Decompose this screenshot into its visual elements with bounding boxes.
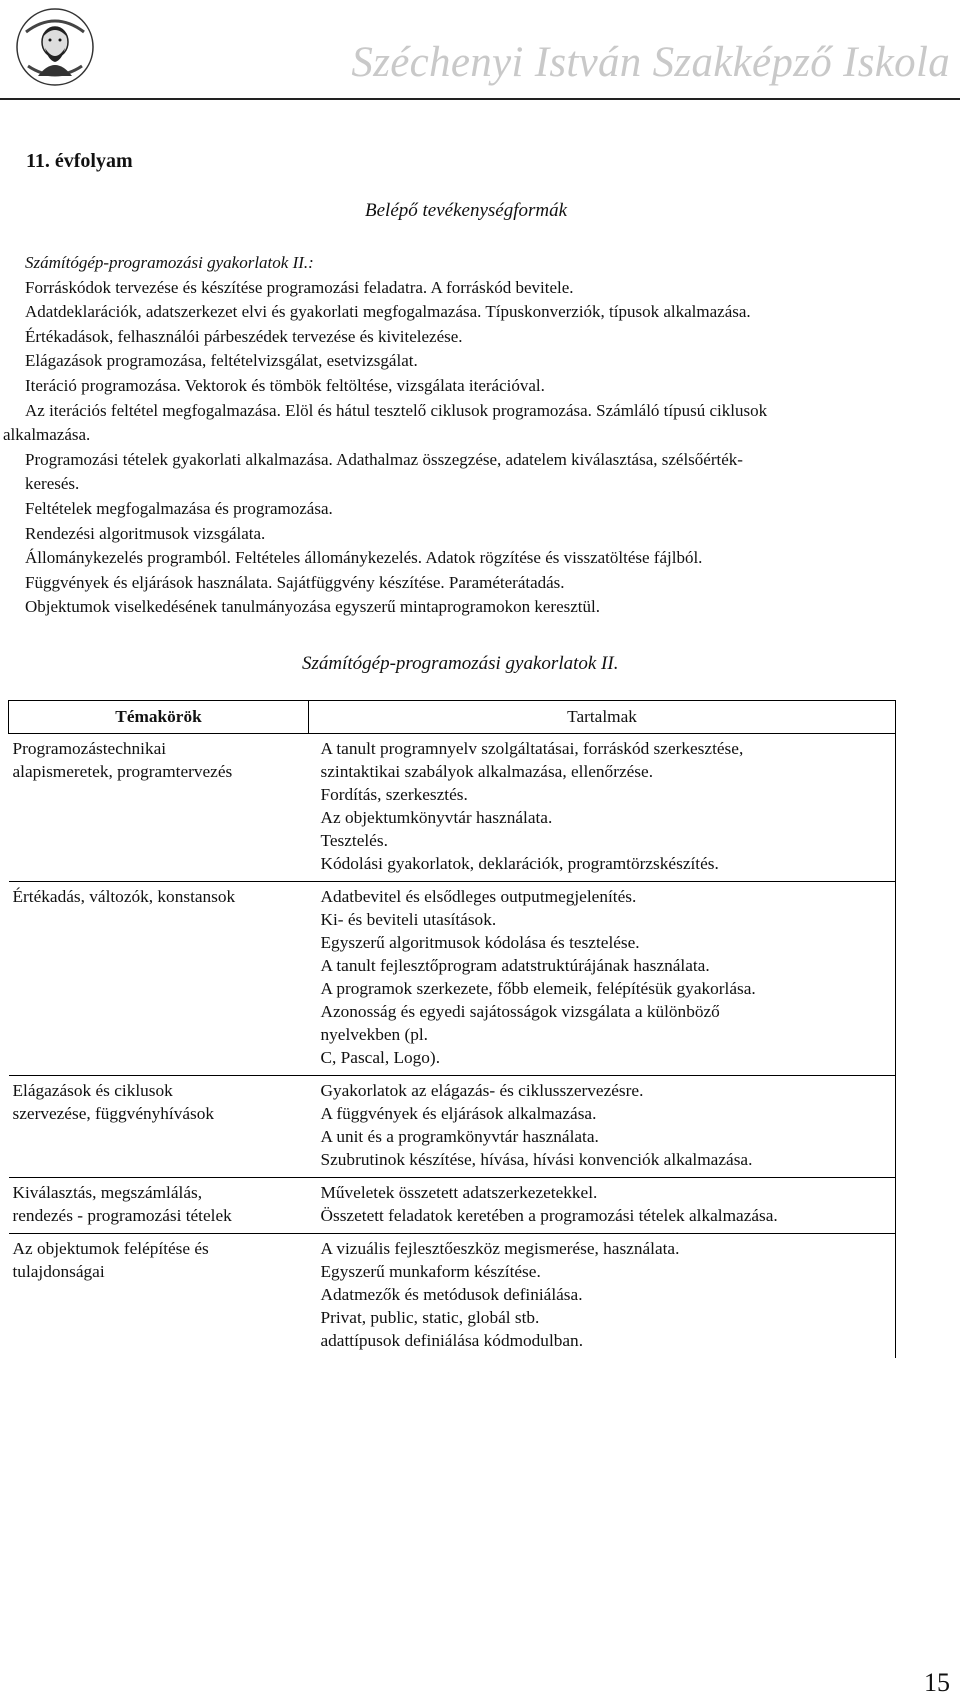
content-line: Műveletek összetett adatszerkezetekkel.	[320, 1183, 598, 1202]
content-line: adattípusok definiálása kódmodulban.	[320, 1331, 584, 1350]
content-line: Egyszerű munkaform készítése.	[320, 1262, 541, 1281]
topic-line: Programozástechnikai	[12, 739, 167, 758]
content-line: Összetett feladatok keretében a programozási tételek alkalmazása.	[320, 1206, 778, 1225]
table-row	[9, 1076, 896, 1178]
activity-line: Objektumok viselkedésének tanulmányozása egyszerű mintaprogramokon keresztül.	[25, 597, 600, 617]
content-line: A unit és a programkönyvtár használata.	[320, 1127, 599, 1146]
content-line: nyelvekben (pl.	[320, 1025, 428, 1044]
topic-line: rendezés - programozási tételek	[12, 1206, 232, 1225]
content-line: A függvények és eljárások alkalmazása.	[320, 1104, 597, 1123]
table-row	[9, 882, 896, 1076]
topic-cell	[9, 1234, 309, 1359]
activity-line: Értékadások, felhasználói párbeszédek tervezése és kivitelezése.	[25, 326, 463, 346]
content-cell	[309, 1076, 896, 1178]
topic-cell	[9, 734, 309, 882]
content-line: Fordítás, szerkesztés.	[320, 785, 468, 804]
activity-line: Elágazások programozása, feltételvizsgálat, esetvizsgálat.	[25, 351, 418, 371]
activity-line: Függvények és eljárások használata. Sajátfüggvény készítése. Paraméterátadás.	[25, 572, 565, 592]
activity-line: Az iterációs feltétel megfogalmazása. Elöl és hátul tesztelő ciklusok programozása. Számláló típusú ciklusok	[25, 400, 768, 420]
topic-cell	[9, 882, 309, 1076]
topics-table	[8, 700, 896, 1358]
school-name-header: Széchenyi István Szakképző Iskola	[351, 39, 950, 86]
table-header-row	[9, 701, 896, 734]
topic-line: Az objektumok felépítése és	[12, 1239, 209, 1258]
content-cell	[309, 1234, 896, 1359]
content-line: Szubrutinok készítése, hívása, hívási konvenciók alkalmazása.	[320, 1150, 753, 1169]
content-line: szintaktikai szabályok alkalmazása, ellenőrzése.	[320, 762, 654, 781]
table-row	[9, 1178, 896, 1234]
activity-line: Rendezési algoritmusok vizsgálata.	[25, 523, 266, 543]
content-line: A tanult programnyelv szolgáltatásai, forráskód szerkesztése,	[320, 739, 744, 758]
table-row	[9, 734, 896, 882]
content-line: Adatbevitel és elsődleges outputmegjelenítés.	[320, 887, 637, 906]
activity-line: keresés.	[25, 474, 80, 494]
activity-line: Iteráció programozása. Vektorok és tömbök feltöltése, vizsgálata iterációval.	[25, 375, 545, 395]
activity-line: Állománykezelés programból. Feltételes állománykezelés. Adatok rögzítése és visszatöltése fájlból.	[25, 548, 703, 568]
content-cell	[309, 882, 896, 1076]
topic-line: tulajdonságai	[12, 1262, 105, 1281]
topic-line: Elágazások és ciklusok	[12, 1081, 173, 1100]
topic-line: Értékadás, változók, konstansok	[12, 887, 236, 906]
activity-line: Programozási tételek gyakorlati alkalmazása. Adathalmaz összegzése, adatelem kiválasztása, szélsőérték-	[25, 449, 743, 469]
content-cell	[309, 734, 896, 882]
grade-heading: 11. évfolyam	[26, 150, 133, 172]
topic-cell	[9, 1076, 309, 1178]
content-line: Gyakorlatok az elágazás- és ciklusszervezésre.	[320, 1081, 644, 1100]
topic-line: szervezése, függvényhívások	[12, 1104, 215, 1123]
page-number: 15	[924, 1668, 950, 1697]
content-line: A vizuális fejlesztőeszköz megismerése, használata.	[320, 1239, 680, 1258]
activity-line: alkalmazása.	[3, 425, 91, 445]
content-line: Privat, public, static, globál stb.	[320, 1308, 540, 1327]
content-line: Azonosság és egyedi sajátosságok vizsgálata a különböző	[320, 1002, 720, 1021]
topic-line: alapismeretek, programtervezés	[12, 762, 233, 781]
school-crest-logo	[14, 6, 96, 88]
content-line: Adatmezők és metódusok definiálása.	[320, 1285, 583, 1304]
content-line: Kódolási gyakorlatok, deklarációk, programtörzskészítés.	[320, 854, 719, 873]
entry-activities-list	[3, 251, 945, 620]
content-line: Ki- és beviteli utasítások.	[320, 910, 497, 929]
column-header-contents: Tartalmak	[309, 701, 896, 734]
topic-cell	[9, 1178, 309, 1234]
activity-line: Adatdeklarációk, adatszerkezet elvi és gyakorlati megfogalmazása. Típuskonverziók, típusok alkalmazása.	[25, 302, 751, 322]
content-line: A programok szerkezete, főbb elemeik, felépítésük gyakorlása.	[320, 979, 756, 998]
content-cell	[309, 1178, 896, 1234]
activity-line: Forráskódok tervezése és készítése programozási feladatra. A forráskód bevitele.	[25, 277, 574, 297]
column-header-topics: Témakörök	[9, 701, 309, 734]
school-crest-portrait-icon	[14, 6, 96, 88]
entry-activities-heading: Belépő tevékenységformák	[365, 200, 568, 221]
activity-line: Feltételek megfogalmazása és programozása.	[25, 498, 333, 518]
topics-table-title: Számítógép-programozási gyakorlatok II.	[302, 653, 619, 674]
content-line: Egyszerű algoritmusok kódolása és tesztelése.	[320, 933, 640, 952]
table-row	[9, 1234, 896, 1359]
content-line: A tanult fejlesztőprogram adatstruktúrájának használata.	[320, 956, 710, 975]
header-divider	[0, 98, 960, 100]
activity-line: Számítógép-programozási gyakorlatok II.:	[25, 253, 314, 272]
content-line: Az objektumkönyvtár használata.	[320, 808, 553, 827]
content-line: C, Pascal, Logo).	[320, 1048, 441, 1067]
topic-line: Kiválasztás, megszámlálás,	[12, 1183, 203, 1202]
content-line: Tesztelés.	[320, 831, 388, 850]
